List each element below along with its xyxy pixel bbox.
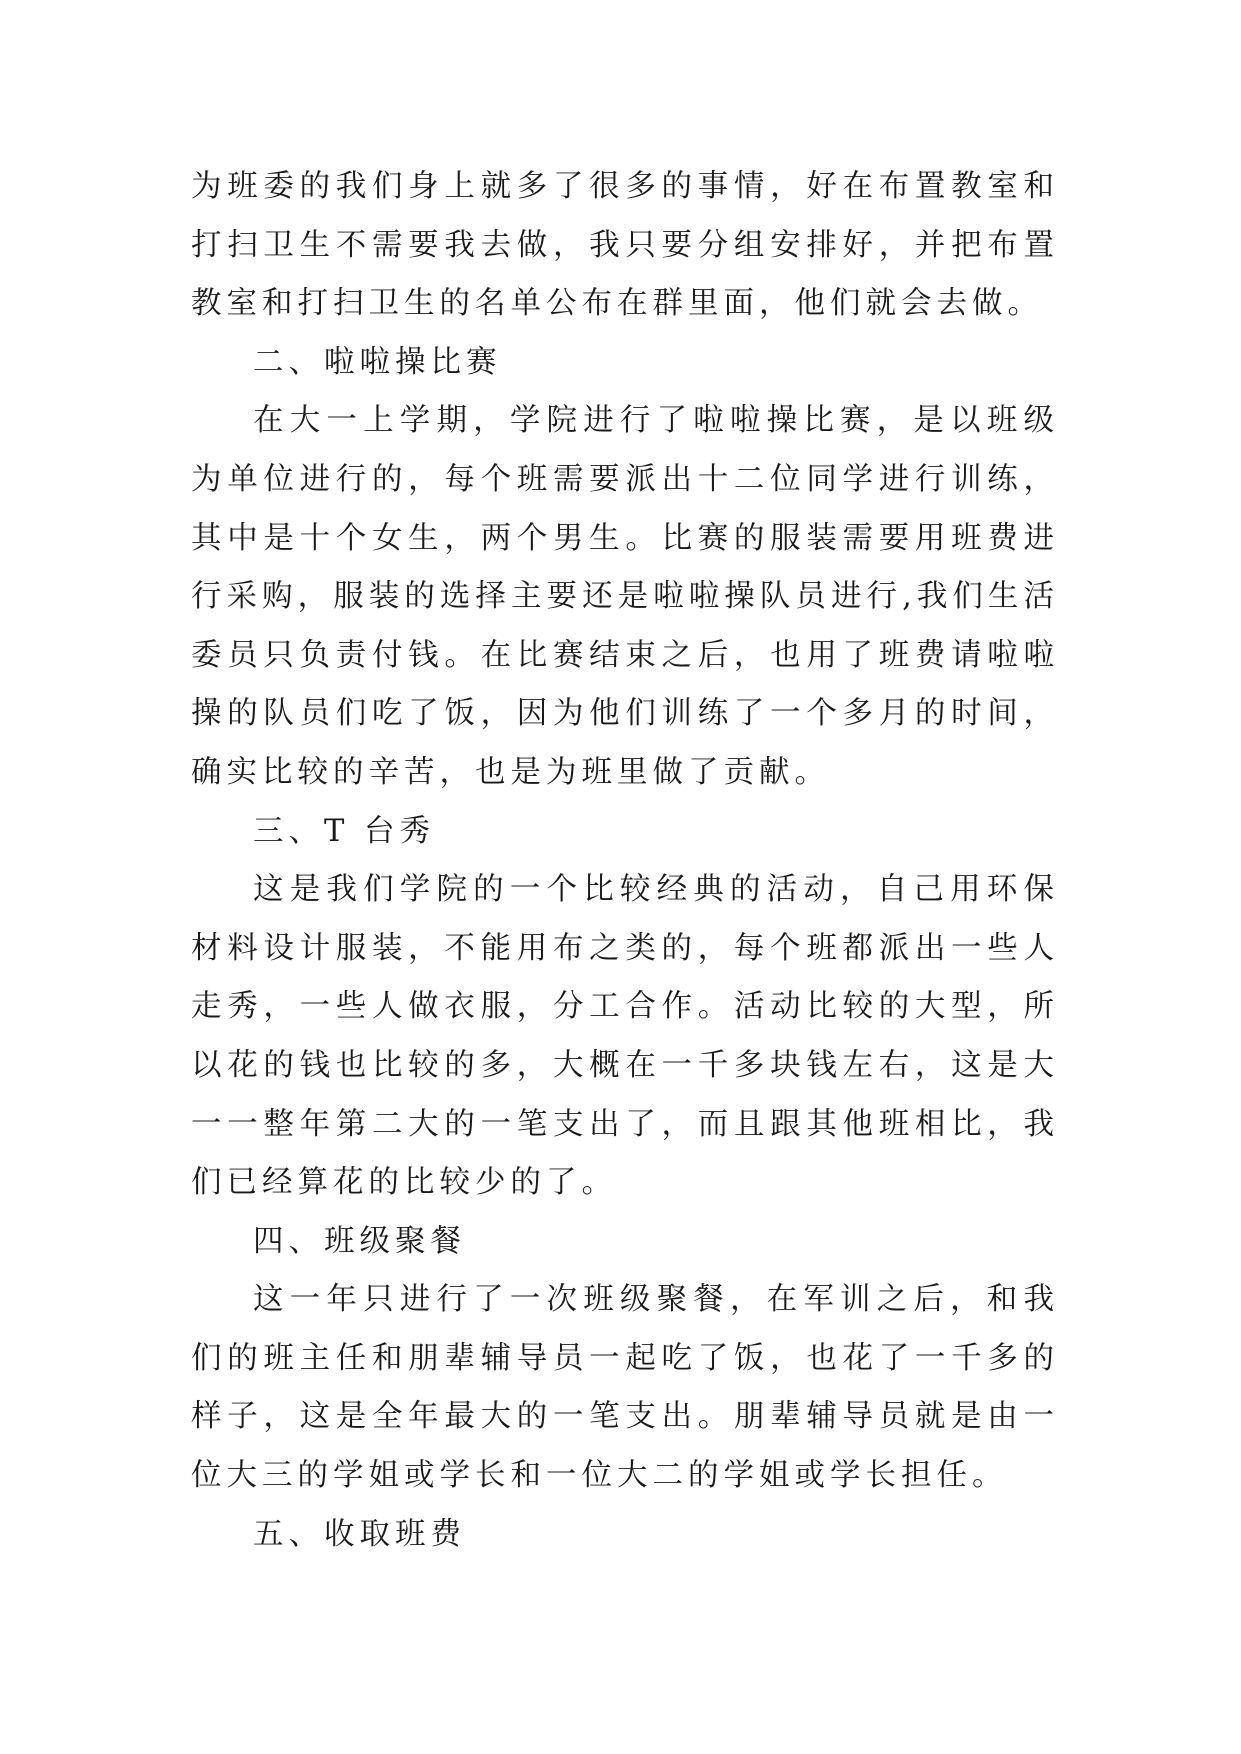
paragraph-class-dinner: 这一年只进行了一次班级聚餐，在军训之后，和我们的班主任和朋辈辅导员一起吃了饭，也花了一千多的样子，这是全年最大的一笔支出。朋辈辅导员就是由一位大三的学姐或学长和一位大二的学姐或学长担任。 xyxy=(191,1282,1059,1494)
document-body xyxy=(191,158,1059,1564)
paragraph-intro-continued: 为班委的我们身上就多了很多的事情，好在布置教室和打扫卫生不需要我去做，我只要分组安排好，并把布置教室和打扫卫生的名单公布在群里面，他们就会去做。 xyxy=(191,169,1059,322)
section-heading-cheerleading: 二、啦啦操比赛 xyxy=(253,344,502,380)
section-heading-class-dinner: 四、班级聚餐 xyxy=(253,1223,466,1259)
paragraph-t-stage-show: 这是我们学院的一个比较经典的活动，自己用环保材料设计服装，不能用布之类的，每个班都派出一些人走秀，一些人做衣服，分工合作。活动比较的大型，所以花的钱也比较的多，大概在一千多块钱左右，这是大一一整年第二大的一笔支出了，而且跟其他班相比，我们已经算花的比较少的了。 xyxy=(191,872,1059,1201)
section-heading-collect-fees: 五、收取班费 xyxy=(253,1516,466,1552)
paragraph-cheerleading: 在大一上学期，学院进行了啦啦操比赛，是以班级为单位进行的，每个班需要派出十二位同学进行训练，其中是十个女生，两个男生。比赛的服装需要用班费进行采购，服装的选择主要还是啦啦操队员进行,我们生活委员只负责付钱。在比赛结束之后，也用了班费请啦啦操的队员们吃了饭，因为他们训练了一个多月的时间，确实比较的辛苦，也是为班里做了贡献。 xyxy=(191,403,1059,790)
section-heading-t-stage-show: 三、T 台秀 xyxy=(253,813,436,849)
